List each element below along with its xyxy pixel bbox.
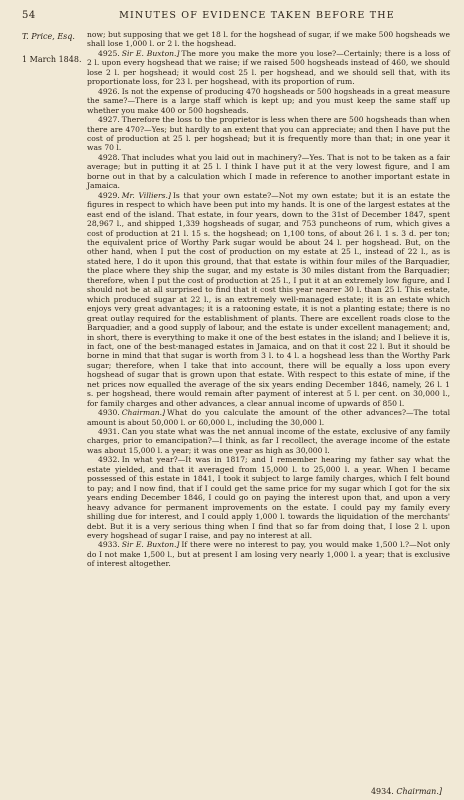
evidence-paragraph bbox=[87, 115, 450, 153]
running-head: MINUTES OF EVIDENCE TAKEN BEFORE THE bbox=[119, 10, 395, 21]
paragraph-text: If there were no interest to pay, you would make 1,500 l.?—Not only do I not make 1,500 l., but at present I am losing very nearly 1,000 l. a year; that is exclusive of interest altogether. bbox=[87, 540, 450, 569]
question-number: 4932. bbox=[98, 455, 120, 465]
evidence-paragraph bbox=[87, 30, 450, 49]
paragraph-text: Is that your own estate?—Not my own estate; but it is an estate the figures in respect to which have been put into my hands. It is one of the largest estates at the east end of the island. That estate, in four years, down to the 31st of December 1847, spent 28,967 l., and shipped 1,339 hogsheads of sugar, and 753 puncheons of rum, which gives a cost of production at 21 l. 15 s. the hogshead; on 1,100 tons, of about 26 l. 1 s. 3 d. per ton; the equivalent price of Worthy Park sugar would be about 24 l. per hogshead. But, on the other hand, when I put the cost of production on my estate at 25 l., instead of 22 l., as is stated here, I do it upon this ground, that that estate is within four miles of the Barquadier, the place where they ship the sugar, and my estate is 30 miles distant from the Barquadier; therefore, when I put the cost of production at 25 l., I put it at an extremely low figure, and I should not be at all surprised to find that it cost this year nearer 30 l. than 25 l. This estate, which produced sugar at 22 l., is an extremely well-managed estate; it is an estate which enjoys very great advantages; it is a ratooning estate, it is not a planting estate; there is no great outlay required for the establishment of plants. There are excellent roads close to the Barquadier, and a good supply of labour, and the estate is under excellent management; and, in short, there is everything to make it one of the best estates in the island; and I believe it is, in fact, one of the best-managed estates in Jamaica, and on that it cost 22 l. But it should be borne in mind that that sugar is worth from 3 l. to 4 l. a hogshead less than the Worthy Park sugar; therefore, when I take that into account, there will be equally a loss upon every hogshead of sugar that is grown upon that estate. With respect to this estate of mine, if the net prices now equalled the average of the six years ending December 1846, namely, 26 l. 1 s. per hogshead, there would remain after payment of interest at 5 l. per cent. on 30,000 l., for family charges and other advances, a clear annual income of upwards of 850 l. bbox=[87, 190, 450, 408]
evidence-paragraph bbox=[87, 87, 450, 115]
paragraph-text: That includes what you laid out in machinery?—Yes. That is not to be taken as a fair average; but in putting it at 25 l. I think I have put it at the very lowest figure, and I am borne out in that by a calculation which I made in reference to another important estate in Jamaica. bbox=[87, 152, 450, 191]
evidence-paragraph bbox=[87, 408, 450, 427]
questioner-name: Sir E. Buxton.] bbox=[121, 48, 180, 58]
paragraph-text: Therefore the loss to the proprietor is less when there are 500 hogsheads than when there are 470?—Yes; but hardly to an extent that you can appreciate; and then I have put the cost of production at 25 l. per hogshead; but it is frequently more than that; in one year it was 70 l. bbox=[87, 115, 450, 153]
question-number: 4929. bbox=[98, 190, 120, 200]
question-number: 4926. bbox=[98, 86, 120, 96]
paragraph-text: Is not the expense of producing 470 hogsheads or 500 hogsheads in a great measure the same?—There is a large staff which is kept up; and you must keep the same staff up whether you make 400 or 500 hogsheads. bbox=[87, 86, 450, 115]
questioner-name: Chairman.] bbox=[121, 408, 166, 418]
page-number: 54 bbox=[22, 10, 36, 21]
evidence-paragraph bbox=[87, 427, 450, 455]
question-number: 4928. bbox=[98, 152, 120, 162]
question-number: 4930. bbox=[98, 408, 120, 418]
questioner-name: Mr. Villiers.] bbox=[121, 190, 171, 200]
question-number: 4933. bbox=[98, 540, 120, 550]
paragraph-text: In what year?—It was in 1817; and I remember hearing my father say what the estate yielded, and that it averaged from 15,000 l. to 25,000 l. a year. When I became possessed of this estate in 1841, I took it subject to large family charges, which I felt bound to pay; and I now find, that if I could get the same price for my sugar which I got for the six years ending December 1846, I could go on paying the interest upon that, and upon a very heavy advance for permanent improvements on the estate. I could pay my family every shilling due for interest, and I could apply 1,000 l. towards the liquidation of the merchants' debt. But it is a very serious thing when I find that so far from doing that, I lose 2 l. upon every hogshead of sugar I raise, and pay no interest at all. bbox=[87, 455, 450, 541]
evidence-paragraph bbox=[87, 49, 450, 87]
catchword-speaker: Chairman.] bbox=[396, 787, 442, 796]
evidence-text-column bbox=[87, 30, 450, 788]
evidence-paragraph bbox=[87, 455, 450, 540]
evidence-paragraph bbox=[87, 153, 450, 191]
paragraph-text: now; but supposing that we get 18 l. for the hogshead of sugar, if we make 500 hogsheads we shall lose 1,000 l. or 2 l. the hogshead. bbox=[87, 30, 450, 49]
margin-date: 1 March 1848. bbox=[22, 55, 82, 64]
paragraph-text: What do you calculate the amount of the other advances?—The total amount is about 50,000 l. or 60,000 l., including the 30,000 l. bbox=[87, 408, 450, 427]
catchword-number: 4934. bbox=[370, 787, 394, 796]
question-number: 4927. bbox=[98, 115, 120, 125]
paragraph-text: Can you state what was the net annual income of the estate, exclusive of any family charges, prior to emancipation?—I think, as far I recollect, the average income of the estate was about 15,000 l. a year; it was one year as high as 30,000 l. bbox=[87, 427, 450, 455]
evidence-paragraph bbox=[87, 191, 450, 408]
paragraph-text: The more you make the more you lose?—Certainly; there is a loss of 2 l. upon every hogshead that we raise; if we raised 500 hogsheads instead of 460, we should lose 2 l. per hogshead; it would cost 25 l. per hogshead, and we should sell that, with its proportionate loss, for 23 l. per hogshead, with its proportion of rum. bbox=[87, 48, 450, 87]
questioner-name: Sir E. Buxton.] bbox=[121, 540, 180, 550]
question-number: 4931. bbox=[98, 427, 120, 437]
evidence-paragraph bbox=[87, 540, 450, 568]
margin-witness-name: T. Price, Esq. bbox=[22, 32, 75, 41]
question-number: 4925. bbox=[98, 48, 120, 58]
catchword bbox=[371, 787, 442, 796]
